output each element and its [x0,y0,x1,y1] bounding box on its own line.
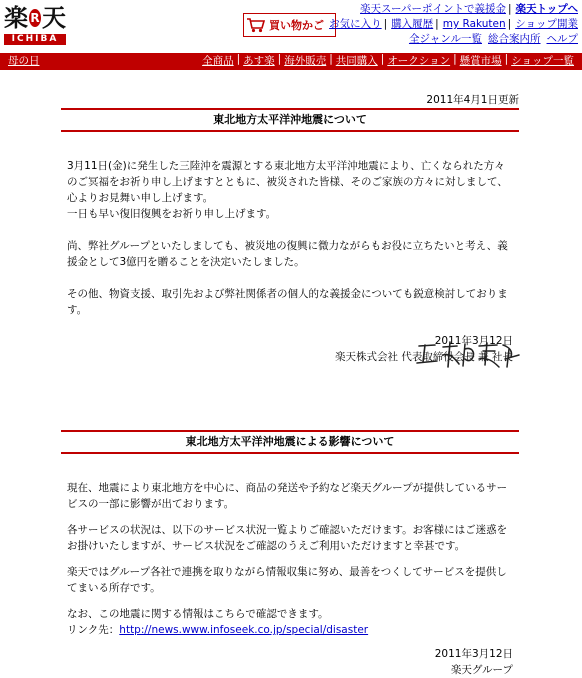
updated-date: 2011年4月1日更新 [426,94,519,106]
section2-paragraph-4: なお、この地震に関する情報はこちらで確認できます。 リンク先：http://news.www.infoseek.co.jp/special/disaster [67,608,369,636]
nav-right-items: 全商品 | あす楽 | 海外販売 | 共同購入 | オークション | 懸賞市場 | ショップ一覧 [202,53,574,70]
logo-ichiba-bar: ICHIBA [4,34,66,45]
nav-shop-list[interactable]: ショップ一覧 [511,55,574,67]
handwritten-signature [413,337,523,371]
link-rakuten-top[interactable]: 楽天トップへ [515,3,578,15]
section1-paragraph-4: その他、物資支援、取引先および弊社関係者の個人的な義援金についても鋭意検討しております。 [67,288,508,316]
cart-button[interactable] [243,13,336,37]
cart-label: 買い物かご [269,19,324,32]
section2-signature-date: 2011年3月12日 [434,648,513,660]
logo-r-circle: R [30,11,40,25]
link-prefix: リンク先： [67,624,120,636]
nav-group-buying[interactable]: 共同購入 [335,55,378,67]
top-links-row-2: お気に入り | 購入履歴 | my Rakuten | ショップ開業 [329,18,578,30]
top-links-row-3 [338,32,578,47]
logo-kanji-raku: 楽 [4,4,28,32]
section1-paragraph-1: 3月11日(金)に発生した三陸沖を震源とする東北地方太平洋沖地震により、亡くなられた方々のご冥福をお祈り申し上げますとともに、被災された皆様、そのご家族の方々に対しまして、心よりお見舞い申し上げます。 一日も早い復旧復興をお祈り申し上げます。 [67,160,508,220]
announcement-content [61,92,519,678]
link-open-shop[interactable]: ショップ開業 [515,18,578,30]
top-links [329,2,578,47]
section1-paragraph-3: 尚、弊社グループといたしましても、被災地の復興に微力ながらもお役に立ちたいと考え、義援金として3億円を贈ることを決定いたしました。 [67,240,508,268]
logo-mark [4,3,66,33]
disaster-info-link[interactable]: http://news.www.infoseek.co.jp/special/disaster [119,624,369,636]
nav-all-products[interactable]: 全商品 [202,55,234,67]
link-super-point-donation[interactable]: 楽天スーパーポイントで義援金 [360,3,506,15]
section2-paragraph-2: 各サービスの状況は、以下のサービス状況一覧よりご確認いただけます。お客様にはご迷惑をお掛けいたしますが、サービス状況をご確認のうえご利用いただけますと幸甚です。 [67,524,508,552]
link-general-info[interactable]: 総合案内所 [488,33,541,45]
top-links-row-1: 楽天スーパーポイントで義援金 | 楽天トップへ [360,3,578,15]
nav-prize-market[interactable]: 懸賞市場 [459,55,502,67]
section2-signature-name: 楽天グループ [450,664,513,676]
nav-asuraku[interactable]: あす楽 [243,55,275,67]
main-nav-bar [0,53,582,70]
section1-signature-name: 楽天株式会社 代表取締役会長 兼 社長 [334,351,513,363]
rakuten-ichiba-logo[interactable] [4,3,66,47]
logo-kanji-ten: 天 [42,4,66,32]
section2-paragraph-1: 現在、地震により東北地方を中心に、商品の発送や予約など楽天グループが提供しているサービスの一部に影響が出ております。 [67,482,508,510]
link-purchase-history[interactable]: 購入履歴 [391,18,434,30]
section2-paragraph-3: 楽天ではグループ各社で連携を取りながら情報収集に努め、最善をつくしてサービスを提供してまいる所存です。 [67,566,507,594]
nav-mothers-day[interactable]: 母の日 [8,55,40,67]
nav-overseas[interactable]: 海外販売 [284,55,327,67]
header [0,0,582,52]
section2-title: 東北地方太平洋沖地震による影響について [61,430,519,454]
section1-title: 東北地方太平洋沖地震について [61,108,519,132]
shopping-cart-icon [246,17,266,33]
section1-signature-date: 2011年3月12日 [434,335,513,347]
link-favorites[interactable]: お気に入り [329,18,382,30]
link-help[interactable]: ヘルプ [546,33,578,45]
link-my-rakuten[interactable]: my Rakuten [442,18,506,30]
link-all-genres[interactable]: 全ジャンル一覧 [408,33,482,45]
nav-auction[interactable]: オークション [387,55,451,67]
section1-paragraph-2: 一日も早い復旧復興をお祈り申し上げます。 [67,208,277,220]
